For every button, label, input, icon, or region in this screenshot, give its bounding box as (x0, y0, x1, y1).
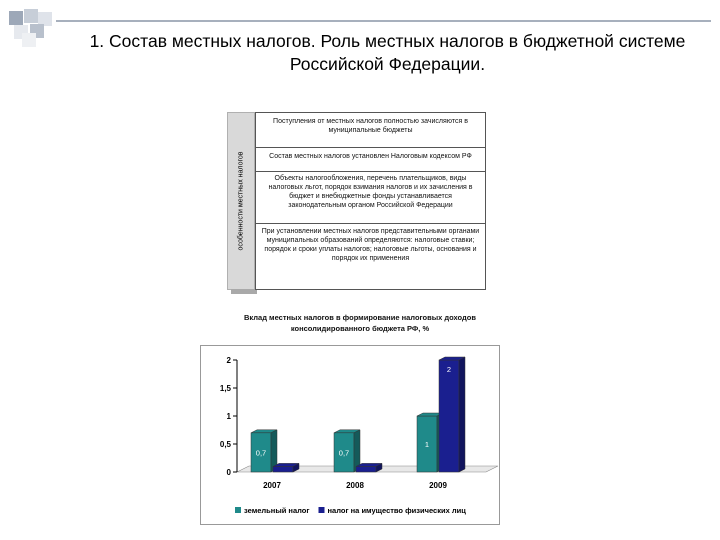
bar (356, 466, 376, 472)
feature-item: Поступления от местных налогов полностью зачисляются в муниципальные бюджеты (273, 118, 468, 134)
feature-divider (256, 171, 485, 172)
bar-side (459, 357, 465, 472)
legend-swatch (235, 507, 241, 513)
feature-divider (256, 223, 485, 224)
decor-square (24, 9, 38, 23)
chart-title: Вклад местных налогов в формирование налоговых доходов консолидированного бюджета РФ, % (244, 313, 476, 333)
legend-entry: налог на имущество физических лиц (327, 506, 466, 515)
data-label: 2 (446, 365, 452, 374)
features-side-label: особенности местных налогов (237, 151, 245, 251)
slide-title: 1. Состав местных налогов. Роль местных налогов в бюджетной системе Российской Федерации. (89, 31, 686, 74)
x-tick-label: 2009 (429, 481, 447, 490)
y-tick-label: 2 (226, 356, 231, 365)
decor-square (22, 33, 36, 47)
y-tick-label: 0 (226, 468, 231, 477)
feature-item: Состав местных налогов установлен Налоговым кодексом РФ (269, 153, 472, 160)
data-label: 0,7 (255, 448, 267, 458)
data-label: 1 (424, 440, 430, 449)
y-tick-label: 1 (226, 412, 231, 421)
feature-item: Объекты налогообложения, перечень плательщиков, виды налоговых льгот, порядок взимания налогов и их зачисления в бюджет и внебюджетные фонды устанавливается законодательным органом Российской Федерации (268, 175, 473, 209)
feature-item: При установлении местных налогов представительными органами муниципальных образований определяются: налоговые ставки; порядок и сроки уплаты налогов; налоговые льготы, основания и порядок их применения (261, 228, 480, 262)
legend-swatch (319, 507, 325, 513)
data-label: 0,7 (338, 448, 350, 458)
bar (273, 466, 293, 472)
y-tick-label: 1,5 (219, 384, 231, 393)
bar (439, 360, 459, 472)
header-divider (56, 20, 711, 22)
y-tick-label: 0,5 (219, 440, 231, 449)
x-tick-label: 2008 (346, 481, 364, 490)
features-list (255, 112, 486, 290)
x-tick-label: 2007 (263, 481, 281, 490)
chart-frame (200, 345, 500, 525)
chart (201, 346, 501, 526)
legend-entry: земельный налог (244, 506, 310, 515)
feature-divider (256, 147, 485, 148)
features-side-bar-shadow (231, 289, 257, 294)
decor-square (9, 11, 23, 25)
